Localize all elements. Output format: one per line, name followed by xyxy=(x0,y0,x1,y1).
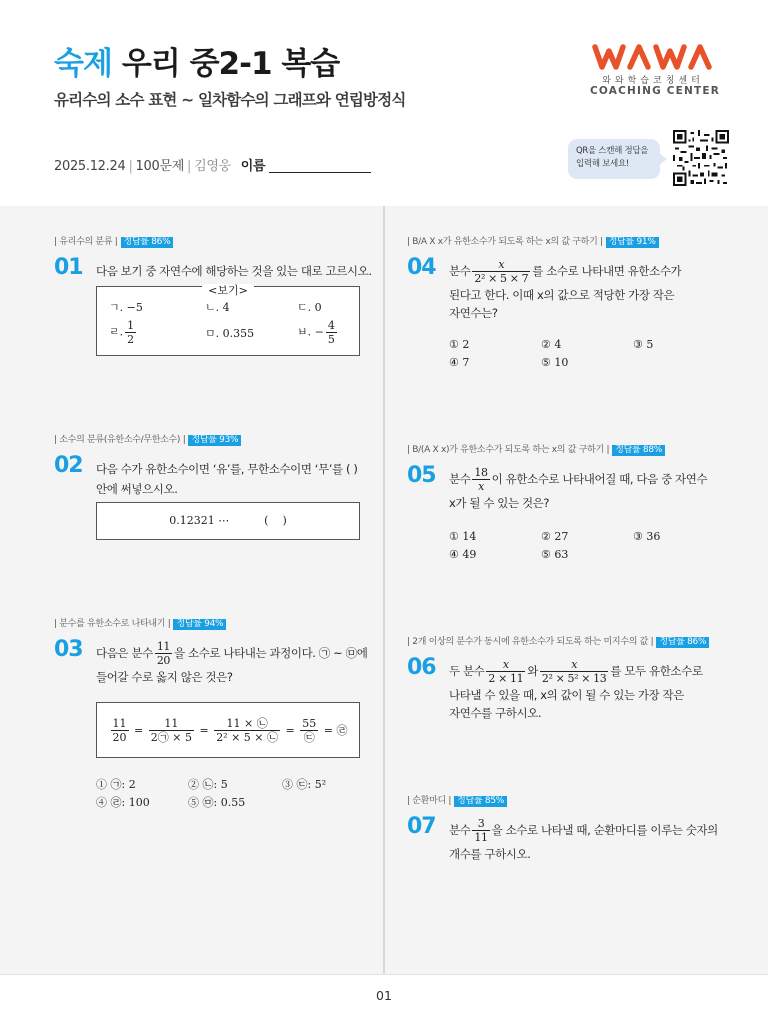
title-highlight: 숙제 xyxy=(54,46,112,82)
question-number: 07 xyxy=(407,814,436,839)
page-number: 01 xyxy=(376,988,392,1003)
choice-1[interactable]: ① ㉠: 2 xyxy=(96,778,136,791)
question-number: 06 xyxy=(407,655,436,680)
logo-korean: 와와학습코칭센터 xyxy=(602,76,704,86)
choice-2[interactable]: ② 4 xyxy=(541,338,562,351)
answer-box[interactable]: 0.12321 ⋯ ( ) xyxy=(96,502,360,540)
correct-rate-badge: 정답률 91% xyxy=(606,237,659,248)
question-text: 두 분수 $\frac{x}{2 \times 11}$ 와 $\frac{x}{\text{2² × 5² × 13}}$ 를 모두 유한소수로 나타낼 수 있을 때, x의 값이 될 수 있는 가장 작은 자연수를 구하시오. xyxy=(449,658,703,720)
choice-2[interactable]: ② ㉡: 5 xyxy=(188,778,228,791)
bogi-item: ㄱ. −5 xyxy=(109,301,143,314)
question-04 xyxy=(407,236,727,376)
question-text: 다음 수가 유한소수이면 ‘유’를, 무한소수이면 ‘무’를 ( ) 안에 써넣으시오. xyxy=(96,462,358,496)
choice-3[interactable]: ③ 5 xyxy=(633,338,654,351)
equation-box: $\frac{11}{20}$ = $\frac{11}{2㉠ \times 5}$ = $\frac{11 \times ㉡}{\text{2² × 5 × ㉡}}$ = $\frac{55}{㉢}$ = ㉣ xyxy=(96,702,360,758)
choice-5[interactable]: ⑤ 10 xyxy=(541,356,569,369)
bogi-item: ㄴ. 4 xyxy=(205,301,230,314)
qr-code-icon[interactable] xyxy=(672,130,730,186)
choice-list xyxy=(449,530,713,570)
question-tag: | 소수의 분류(유한소수/무한소수) | 정답률 93% xyxy=(54,434,364,446)
question-count: 100문제 xyxy=(135,159,184,174)
date: 2025.12.24 xyxy=(54,159,126,174)
choice-4[interactable]: ④ ㉣: 100 xyxy=(96,796,150,809)
question-01 xyxy=(54,236,372,366)
choice-5[interactable]: ⑤ 63 xyxy=(541,548,569,561)
question-tag: | 분수를 유한소수로 나타내기 | 정답률 94% xyxy=(54,618,364,630)
question-text: 다음 보기 중 자연수에 해당하는 것을 있는 대로 고르시오. xyxy=(96,264,372,278)
column-divider xyxy=(383,206,385,974)
correct-rate-badge: 정답률 86% xyxy=(121,237,174,248)
choice-3[interactable]: ③ 36 xyxy=(633,530,661,543)
bogi-item: ㅂ. − $\frac{4}{5}$ xyxy=(297,319,335,346)
teacher-name: 김영웅 xyxy=(194,159,231,174)
question-text: 다음은 분수 $\frac{11}{20}$ 을 소수로 나타내는 과정이다. ㉠ ~ ㉤에 들어갈 수로 옳지 않은 것은? xyxy=(96,640,368,684)
bogi-item: ㄷ. 0 xyxy=(297,301,322,314)
choice-2[interactable]: ② 27 xyxy=(541,530,569,543)
correct-rate-badge: 정답률 85% xyxy=(454,796,507,807)
choice-list xyxy=(96,776,360,816)
correct-rate-badge: 정답률 88% xyxy=(612,445,665,456)
bogi-item: ㄹ. $\frac{1}{2}$ xyxy=(109,319,135,346)
question-06 xyxy=(407,636,747,736)
question-tag: | B/(A X x)가 유한소수가 되도록 하는 x의 값 구하기 | 정답률 88% xyxy=(407,444,727,456)
choice-4[interactable]: ④ 49 xyxy=(449,548,477,561)
qr-hint-bubble: QR을 스캔해 정답을 입력해 보세요! xyxy=(568,139,660,179)
question-tag: | B/A X x가 유한소수가 되도록 하는 x의 값 구하기 | 정답률 91% xyxy=(407,236,727,248)
question-text: 분수 $\frac{x}{\text{2² × 5 × 7}}$ 를 소수로 나타내면 유한소수가 된다고 한다. 이때 x의 값으로 적당한 가장 작은 자연수는? xyxy=(449,258,682,320)
meta-line: 2025.12.24 | 100문제 | 김영웅 이름 xyxy=(54,155,371,174)
question-number: 02 xyxy=(54,453,83,478)
question-number: 04 xyxy=(407,255,436,280)
question-07 xyxy=(407,795,737,875)
choice-4[interactable]: ④ 7 xyxy=(449,356,470,369)
page-subtitle: 유리수의 소수 표현 ~ 일차함수의 그래프와 연립방정식 xyxy=(54,91,406,109)
name-field[interactable] xyxy=(269,172,371,173)
question-text: 분수 $\frac{3}{11}$ 을 소수로 나타낼 때, 순환마디를 이루는 숫자의 개수를 구하시오. xyxy=(449,817,718,861)
logo-mark xyxy=(590,42,716,72)
question-tag: | 순환마디 | 정답률 85% xyxy=(407,795,737,807)
correct-rate-badge: 정답률 93% xyxy=(188,435,241,446)
choice-1[interactable]: ① 14 xyxy=(449,530,477,543)
footer-divider xyxy=(0,974,768,975)
title-main: 우리 중2-1 복습 xyxy=(121,46,340,82)
question-number: 03 xyxy=(54,637,83,662)
question-tag: | 2개 이상의 분수가 동시에 유한소수가 되도록 하는 미지수의 값 | 정답률 86% xyxy=(407,636,747,648)
question-tag: | 유리수의 분류 | 정답률 86% xyxy=(54,236,364,248)
choice-list xyxy=(449,338,713,378)
logo-english: COACHING CENTER xyxy=(590,85,721,97)
bogi-box xyxy=(96,286,360,356)
bogi-item: ㅁ. 0.355 xyxy=(205,327,255,340)
correct-rate-badge: 정답률 86% xyxy=(656,637,709,648)
correct-rate-badge: 정답률 94% xyxy=(173,619,226,630)
page-title xyxy=(54,38,339,83)
question-number: 01 xyxy=(54,255,83,280)
choice-1[interactable]: ① 2 xyxy=(449,338,470,351)
wawa-logo xyxy=(590,42,721,98)
choice-3[interactable]: ③ ㉢: 5² xyxy=(282,778,327,791)
choice-5[interactable]: ⑤ ㉤: 0.55 xyxy=(188,796,246,809)
question-text: 분수 $\frac{18}{x}$ 이 유한소수로 나타내어질 때, 다음 중 자연수 x가 될 수 있는 것은? xyxy=(449,466,708,510)
question-05 xyxy=(407,444,727,569)
page-header xyxy=(0,0,768,200)
question-number: 05 xyxy=(407,463,436,488)
question-03 xyxy=(54,618,368,818)
bogi-title: <보기> xyxy=(97,279,359,298)
name-label: 이름 xyxy=(240,159,266,174)
question-02 xyxy=(54,434,364,544)
